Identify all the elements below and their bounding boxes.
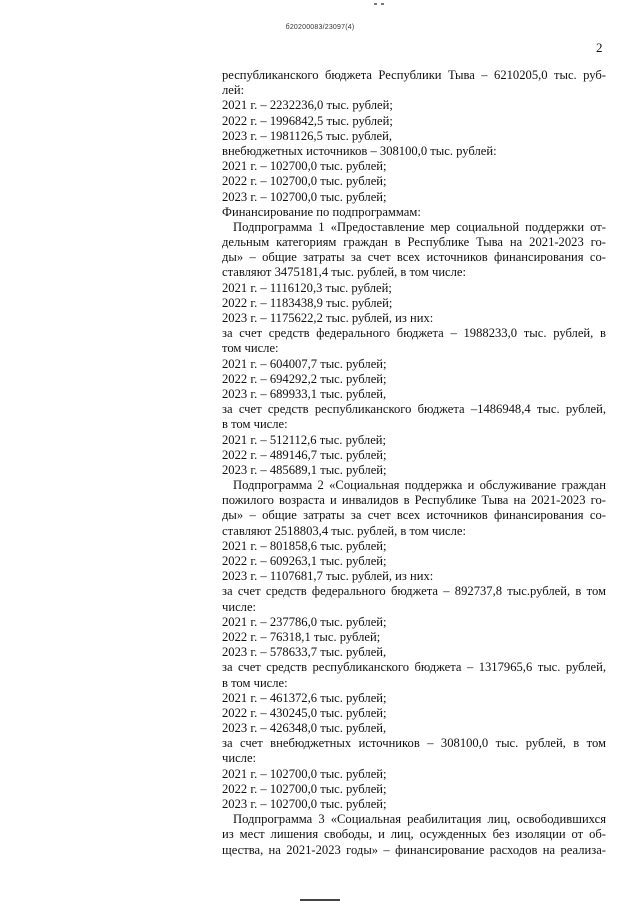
text-line: 2021 г. – 512112,6 тыс. рублей; <box>222 432 387 447</box>
text-line: 2022 г. – 76318,1 тыс. рублей; <box>222 629 381 644</box>
text-line: 2022 г. – 609263,1 тыс. рублей; <box>222 554 387 568</box>
text-line: 2021 г. – 461372,6 тыс. рублей; <box>222 690 387 705</box>
text-line: ставляют 3475181,4 тыс. рублей, в том числе: <box>222 265 467 280</box>
text-line: 2023 г. – 1981126,5 тыс. рублей, <box>222 128 392 143</box>
text-line: за счет внебюджетных источников – 308100,0 тыс. рублей, в том <box>222 736 606 751</box>
scan-mark-bottom <box>300 899 340 901</box>
text-line: 2021 г. – 1116120,3 тыс. рублей; <box>222 280 392 295</box>
text-line: за счет средств федерального бюджета – 892737,8 тыс.рублей, в том <box>222 584 606 599</box>
text-line: дельным категориям граждан в Республике Тыва на 2021-2023 го- <box>222 235 606 250</box>
text-line: 2021 г. – 237786,0 тыс. рублей; <box>222 614 387 629</box>
text-line: числе: <box>222 599 257 614</box>
text-line: 2021 г. – 604007,7 тыс. рублей; <box>222 356 387 371</box>
text-line: Подпрограмма 1 «Предоставление мер социальной поддержки от- <box>233 219 606 234</box>
text-line: 2022 г. – 1996842,5 тыс. рублей; <box>222 113 393 128</box>
text-line: из мест лишения свободы, и лиц, осужденных без изоляции от об- <box>222 827 606 842</box>
text-line: за счет средств республиканского бюджета – 1317965,6 тыс. рублей, <box>222 660 606 675</box>
text-line: за счет средств республиканского бюджета –1486948,4 тыс. рублей, <box>222 402 606 417</box>
page-number: 2 <box>596 40 603 55</box>
text-line: 2022 г. – 1183438,9 тыс. рублей; <box>222 295 393 310</box>
text-line: 2022 г. – 102700,0 тыс. рублей; <box>222 781 387 796</box>
text-line: 2021 г. – 102700,0 тыс. рублей; <box>222 159 387 174</box>
text-line: 2023 г. – 689933,1 тыс. рублей, <box>222 386 387 401</box>
text-line: ды» – общие затраты за счет всех источников финансирования со- <box>222 250 606 265</box>
text-line: ды» – общие затраты за счет всех источников финансирования со- <box>222 508 606 523</box>
text-line: 2023 г. – 1175622,2 тыс. рублей, из них: <box>222 311 434 325</box>
text-line: в том числе: <box>222 417 288 432</box>
scan-mark-top-right <box>381 3 384 5</box>
text-line: 2022 г. – 694292,2 тыс. рублей; <box>222 371 387 386</box>
text-line: 2023 г. – 1107681,7 тыс. рублей, из них: <box>222 569 434 584</box>
document-number: б20200083/23097(4) <box>285 24 355 31</box>
text-line: 2022 г. – 430245,0 тыс. рублей; <box>222 705 387 720</box>
text-line: 2023 г. – 426348,0 тыс. рублей, <box>222 721 387 736</box>
text-line: Финансирование по подпрограммам: <box>222 204 421 219</box>
scan-mark-top-left <box>374 3 377 5</box>
text-line: внебюджетных источников – 308100,0 тыс. рублей: <box>222 143 497 158</box>
text-line: 2022 г. – 489146,7 тыс. рублей; <box>222 447 387 462</box>
text-line: пожилого возраста и инвалидов в Республике Тыва на 2021-2023 го- <box>222 493 606 508</box>
text-line: в том числе: <box>222 675 288 690</box>
text-line: числе: <box>222 751 257 766</box>
text-line: лей: <box>222 83 245 98</box>
text-line: ставляют 2518803,4 тыс. рублей, в том числе: <box>222 523 467 538</box>
text-line: 2023 г. – 102700,0 тыс. рублей; <box>222 797 387 811</box>
text-line: 2023 г. – 578633,7 тыс. рублей, <box>222 645 387 660</box>
text-line: 2023 г. – 485689,1 тыс. рублей; <box>222 462 387 477</box>
text-line: 2021 г. – 102700,0 тыс. рублей; <box>222 766 387 781</box>
text-line: 2023 г. – 102700,0 тыс. рублей; <box>222 189 387 204</box>
text-line: республиканского бюджета Республики Тыва – 6210205,0 тыс. руб- <box>222 68 606 82</box>
text-line: Подпрограмма 3 «Социальная реабилитация лиц, освободившихся <box>233 812 606 827</box>
text-line: том числе: <box>222 341 279 356</box>
text-line: 2021 г. – 801858,6 тыс. рублей; <box>222 538 387 553</box>
document-body <box>222 68 606 858</box>
text-line: щества, на 2021-2023 годы» – финансирование расходов на реализа- <box>222 842 606 857</box>
text-line: Подпрограмма 2 «Социальная поддержка и обслуживание граждан <box>233 478 606 493</box>
text-line: 2021 г. – 2232236,0 тыс. рублей; <box>222 98 393 113</box>
text-line: за счет средств федерального бюджета – 1988233,0 тыс. рублей, в <box>222 326 606 341</box>
text-line: 2022 г. – 102700,0 тыс. рублей; <box>222 174 387 189</box>
